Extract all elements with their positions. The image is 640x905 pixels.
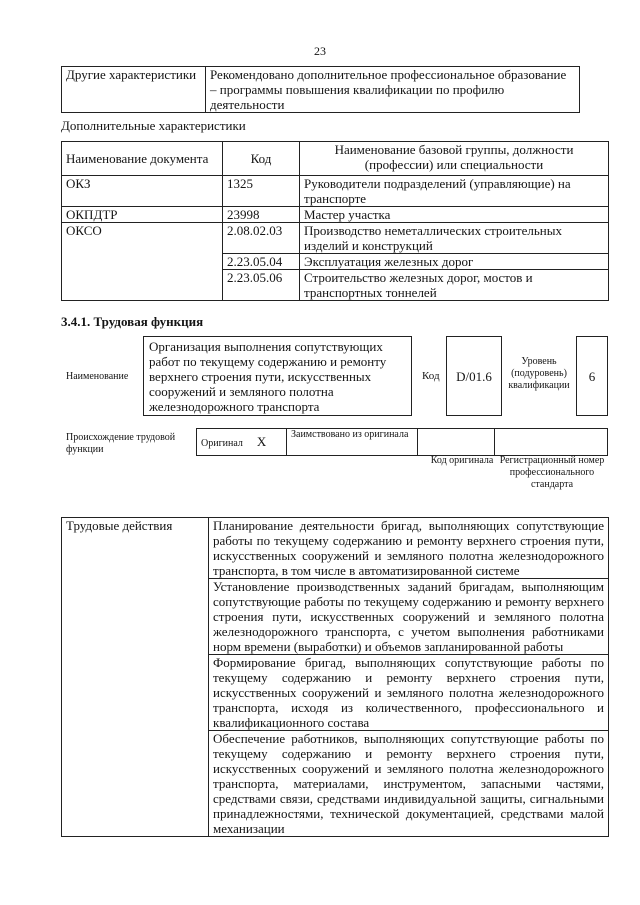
row-name: Строительство железных дорог, мостов и транспортных тоннелей bbox=[300, 270, 609, 301]
row-name: Руководители подразделений (управляющие) на транспорте bbox=[300, 176, 609, 207]
borrowed-label: Заимствовано из оригинала bbox=[287, 429, 418, 456]
other-characteristics-value: Рекомендовано дополнительное профессиональное образование – программы повышения квалификации по профилю деятельности bbox=[206, 67, 580, 113]
function-name-box: Организация выполнения сопутствующих работ по текущему содержанию и ремонту верхнего строения пути, искусственных сооружений и земляного полотна железнодорожного транспорта bbox=[143, 336, 412, 416]
actions-label: Трудовые действия bbox=[62, 518, 209, 837]
row-name: Мастер участка bbox=[300, 207, 609, 223]
additional-heading: Дополнительные характеристики bbox=[61, 118, 246, 133]
table-row bbox=[62, 518, 609, 579]
reg-caption: Регистрационный номер профессионального стандарта bbox=[499, 455, 605, 490]
origin-table bbox=[196, 428, 608, 456]
header-name: Наименование базовой группы, должности (профессии) или специальности bbox=[300, 142, 609, 176]
function-heading: 3.4.1. Трудовая функция bbox=[61, 314, 204, 329]
row-code: 2.23.05.04 bbox=[223, 254, 300, 270]
code-label: Код bbox=[422, 370, 440, 382]
origin-code-cell bbox=[418, 429, 495, 456]
name-label: Наименование bbox=[66, 371, 129, 382]
table-row bbox=[62, 176, 609, 207]
row-code: 2.08.02.03 bbox=[223, 223, 300, 254]
table-row bbox=[62, 223, 609, 254]
page-number: 23 bbox=[314, 44, 326, 58]
row-name: Эксплуатация железных дорог bbox=[300, 254, 609, 270]
action-item: Установление производственных заданий бригадам, выполняющим сопутствующие работы по текущему содержанию и ремонту верхнего строения пути, искусственных сооружений и земляного полотна железнодорожного транспорта, с учетом выполнения работниками норм времени (выработки) и объемов запланированной работы bbox=[209, 579, 609, 655]
original-mark: X bbox=[256, 434, 267, 449]
header-doc: Наименование документа bbox=[62, 142, 223, 176]
row-code: 2.23.05.06 bbox=[223, 270, 300, 301]
origin-reg-cell bbox=[495, 429, 608, 456]
action-item: Обеспечение работников, выполняющих сопутствующие работы по текущему содержанию и ремонту верхнего строения пути, искусственных сооружений и земляного полотна железнодорожного транспорта, материалами, инструментом, запасными частями, средствами связи, средствами индивидуальной защиты, сигнальными принадлежностями, технической документацией, средствами малой механизации bbox=[209, 731, 609, 837]
function-code-box: D/01.6 bbox=[446, 336, 502, 416]
row-doc: ОКСО bbox=[62, 223, 223, 301]
level-label: Уровень (подуровень) квалификации bbox=[508, 356, 570, 391]
other-characteristics-label: Другие характеристики bbox=[62, 67, 206, 113]
table-row bbox=[62, 207, 609, 223]
action-item: Формирование бригад, выполняющих сопутствующие работы по текущему содержанию и ремонту верхнего строения пути, искусственных сооружений и земляного полотна железнодорожного транспорта, исходя из количественного, профессионального и квалификационного состава bbox=[209, 655, 609, 731]
actions-table bbox=[61, 517, 609, 837]
row-doc: ОКЗ bbox=[62, 176, 223, 207]
action-item: Планирование деятельности бригад, выполняющих сопутствующие работы по текущему содержанию и ремонту верхнего строения пути, искусственных сооружений и земляного полотна железнодорожного транспорта, в том числе в автоматизированной системе bbox=[209, 518, 609, 579]
row-name: Производство неметаллических строительных изделий и конструкций bbox=[300, 223, 609, 254]
header-code: Код bbox=[223, 142, 300, 176]
other-characteristics-table bbox=[61, 66, 580, 113]
origin-label: Происхождение трудовой функции bbox=[66, 432, 176, 455]
code-caption: Код оригинала bbox=[430, 455, 494, 466]
row-doc: ОКПДТР bbox=[62, 207, 223, 223]
additional-table bbox=[61, 141, 609, 301]
row-code: 23998 bbox=[223, 207, 300, 223]
row-code: 1325 bbox=[223, 176, 300, 207]
level-value-box: 6 bbox=[576, 336, 608, 416]
origin-original-cell bbox=[197, 429, 287, 456]
original-label: Оригинал bbox=[201, 438, 243, 449]
